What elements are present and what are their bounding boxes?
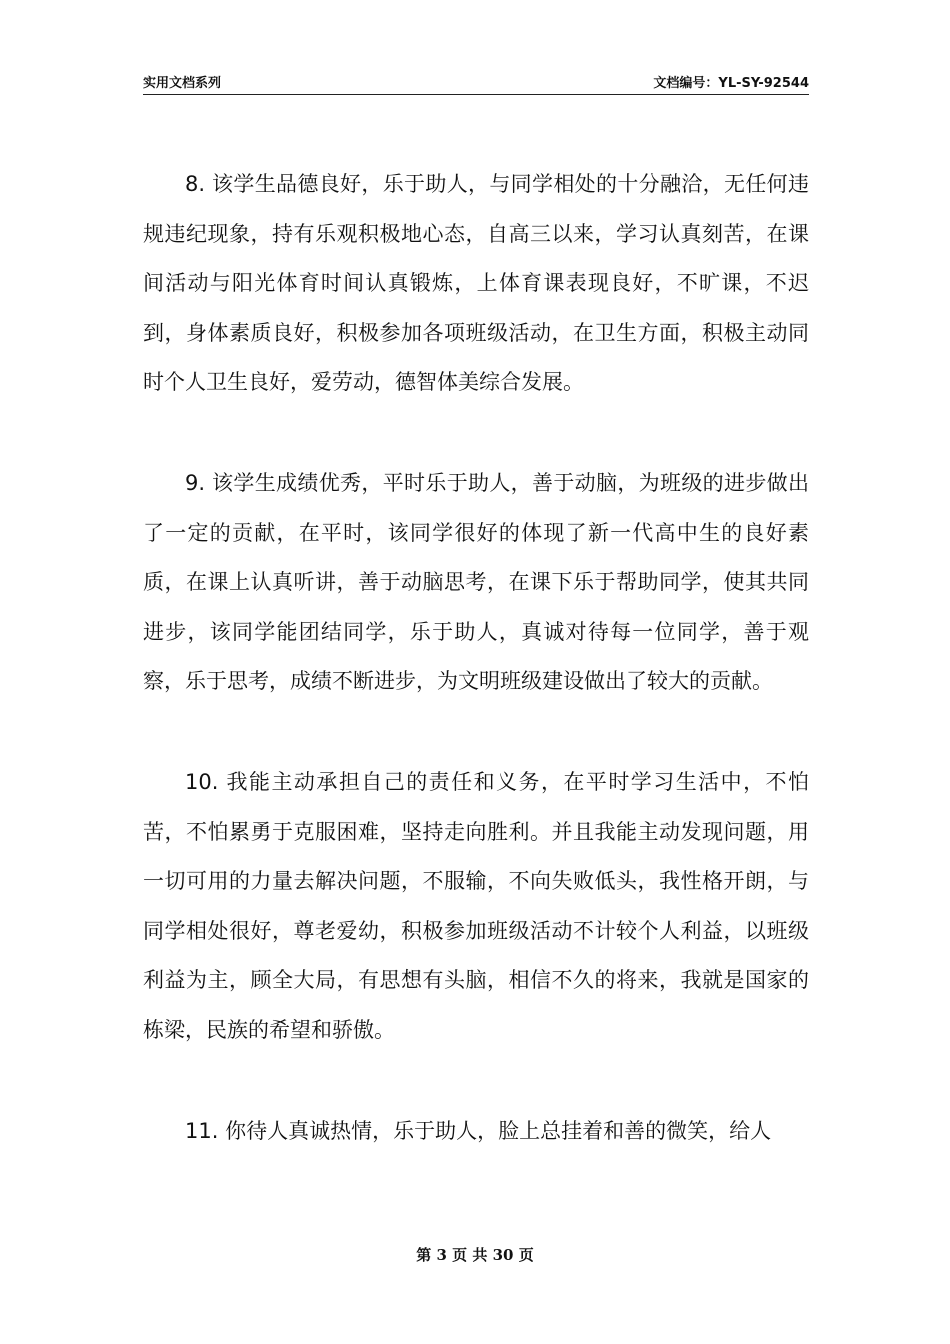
document-number-label: 文档编号：YL-SY-92544 [653, 76, 809, 91]
document-body [143, 160, 809, 1207]
page-header [143, 70, 809, 95]
page-number-footer: 第 3 页 共 30 页 [416, 1246, 534, 1264]
paragraph-11: 11. 你待人真诚热情，乐于助人，脸上总挂着和善的微笑，给人 [185, 1118, 772, 1143]
paragraph-10: 10. 我能主动承担自己的责任和义务，在平时学习生活中，不怕苦，不怕累勇于克服困难，坚持走向胜利。并且我能主动发现问题，用一切可用的力量去解决问题，不服输，不向失败低头，我性格开朗，与同学相处很好，尊老爱幼，积极参加班级活动不计较个人利益，以班级利益为主，顾全大局，有思想有头脑，相信不久的将来，我就是国家的栋梁，民族的希望和骄傲。 [143, 769, 809, 1042]
paragraph-8: 8. 该学生品德良好，乐于助人，与同学相处的十分融洽，无任何违规违纪现象，持有乐观积极地心态，自高三以来，学习认真刻苦，在课间活动与阳光体育时间认真锻炼，上体育课表现良好，不旷课，不迟到，身体素质良好，积极参加各项班级活动，在卫生方面，积极主动同时个人卫生良好，爱劳动，德智体美综合发展。 [143, 172, 809, 395]
document-series-label: 实用文档系列 [143, 76, 222, 91]
paragraph-9: 9. 该学生成绩优秀，平时乐于助人，善于动脑，为班级的进步做出了一定的贡献，在平时，该同学很好的体现了新一代高中生的良好素质，在课上认真听讲，善于动脑思考，在课下乐于帮助同学，使其共同进步，该同学能团结同学，乐于助人，真诚对待每一位同学，善于观察，乐于思考，成绩不断进步，为文明班级建设做出了较大的贡献。 [143, 470, 809, 694]
